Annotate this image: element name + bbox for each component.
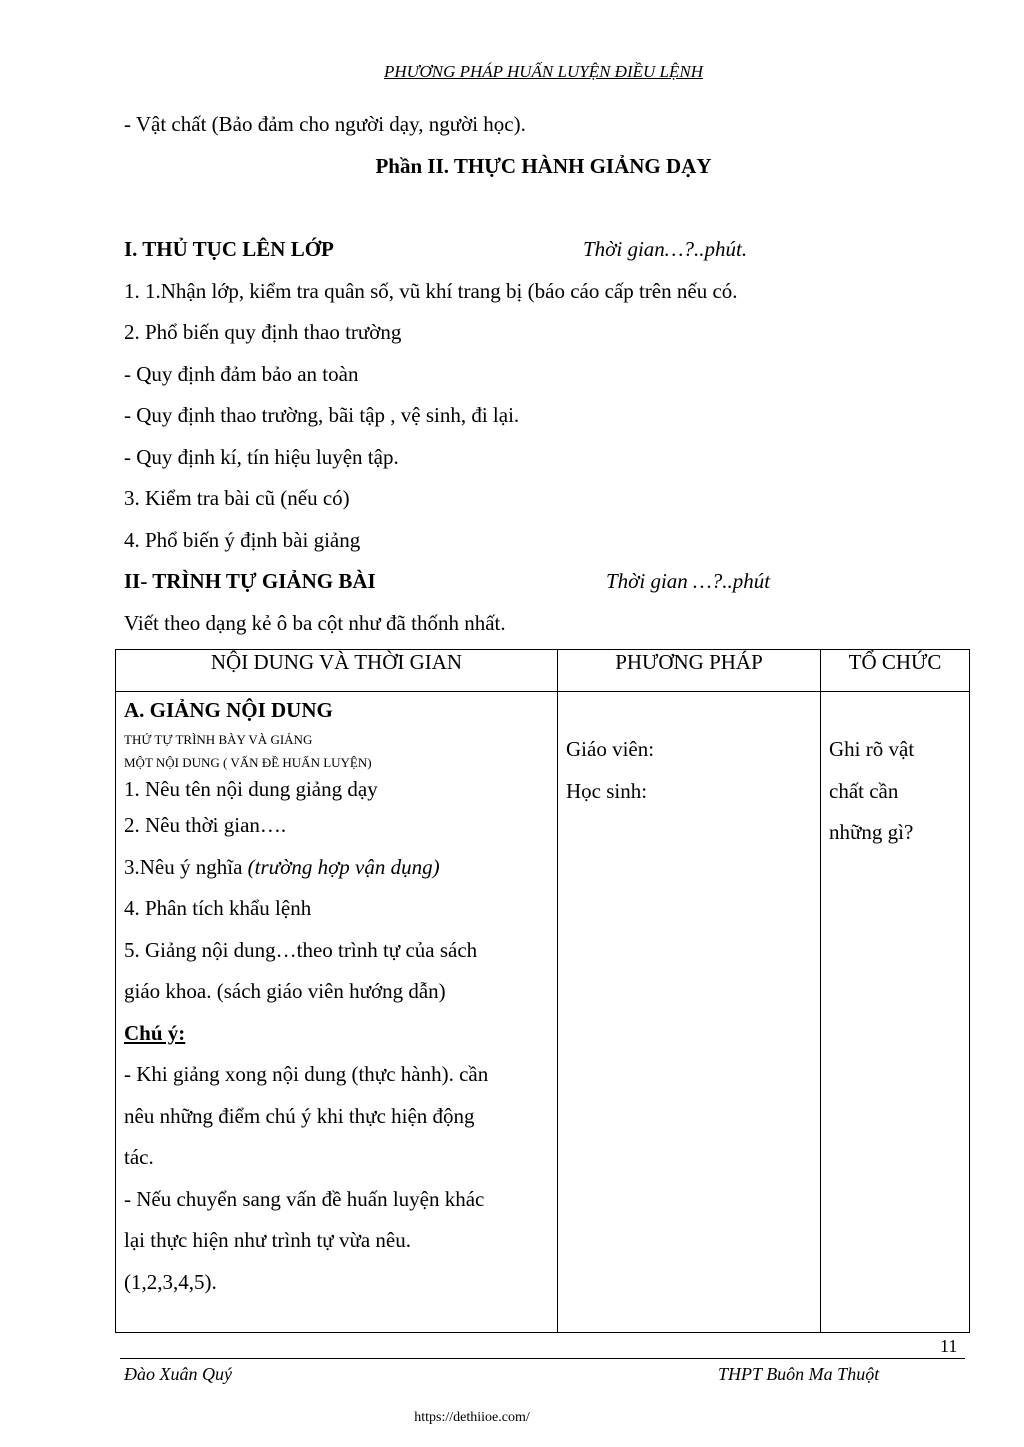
content-line <box>124 847 549 889</box>
content-line: 5. Giảng nội dung…theo trình tự của sách <box>124 937 478 962</box>
note-line: lại thực hiện như trình tự vừa nêu. <box>124 1228 411 1252</box>
content-line: 2. Nêu thời gian…. <box>124 813 287 837</box>
content-subheading: THỨ TỰ TRÌNH BÀY VÀ GIẢNG <box>124 732 313 747</box>
section1-item: - Quy định kí, tín hiệu luyện tập. <box>124 445 399 469</box>
section2-title: II- TRÌNH TỰ GIẢNG BÀI <box>124 569 376 593</box>
footer-author: Đào Xuân Quý <box>124 1364 232 1384</box>
note-title-text: Chú ý: <box>124 1020 186 1045</box>
lesson-plan-table <box>115 649 970 1333</box>
column-header-method: PHƯƠNG PHÁP <box>558 650 821 692</box>
section1-item: 2. Phổ biến quy định thao trường <box>124 320 402 344</box>
content-line: giáo khoa. (sách giáo viên hướng dẫn) <box>124 979 446 1003</box>
intro-line: - Vật chất (Bảo đảm cho người dạy, người học). <box>124 112 526 136</box>
content-subheading: MỘT NỘI DUNG ( VẤN ĐỀ HUẤN LUYỆN) <box>124 755 372 770</box>
section1-time: Thời gian…?..phút. <box>583 237 748 261</box>
section1-item: - Quy định đảm bảo an toàn <box>124 362 359 386</box>
column-header-content: NỘI DUNG VÀ THỜI GIAN <box>116 650 558 692</box>
part-title: Phần II. THỰC HÀNH GIẢNG DẠY <box>375 154 712 178</box>
section1-item: 4. Phổ biến ý định bài giảng <box>124 528 361 552</box>
section2-time: Thời gian …?..phút <box>606 569 771 593</box>
table-body-row <box>116 692 970 1333</box>
section1-title: I. THỦ TỤC LÊN LỚP <box>124 237 334 261</box>
section1-item: 1. 1.Nhận lớp, kiểm tra quân số, vũ khí trang bị (báo cáo cấp trên nếu có. <box>124 279 738 303</box>
organization-cell <box>821 692 970 1333</box>
section1-item: 3. Kiểm tra bài cũ (nếu có) <box>124 486 350 510</box>
footer-divider <box>120 1358 965 1359</box>
footer-school: THPT Buôn Ma Thuột <box>718 1364 880 1384</box>
running-header: PHƯƠNG PHÁP HUẤN LUYỆN ĐIỀU LỆNH <box>384 62 703 81</box>
note-line: - Khi giảng xong nội dung (thực hành). cần <box>124 1062 489 1086</box>
content-cell <box>116 692 558 1333</box>
method-cell <box>558 692 821 1333</box>
note-line: (1,2,3,4,5). <box>124 1269 217 1294</box>
content-line: 1. Nêu tên nội dung giảng dạy <box>124 777 378 801</box>
table-header-row <box>116 650 970 692</box>
note-title <box>124 1013 549 1055</box>
method-line: Giáo viên: <box>566 737 655 761</box>
content-line: 4. Phân tích khẩu lệnh <box>124 896 312 920</box>
method-line: Học sinh: <box>566 778 648 803</box>
section1-item: - Quy định thao trường, bãi tập , vệ sinh, đi lại. <box>124 403 520 427</box>
footer-url: https://dethiioe.com/ <box>414 1410 530 1425</box>
content-line-italic: (trường hợp vận dụng) <box>247 854 440 879</box>
page-number: 11 <box>940 1336 958 1356</box>
section2-note: Viết theo dạng kẻ ô ba cột như đã thốnh nhất. <box>124 611 506 635</box>
note-line: nêu những điểm chú ý khi thực hiện động <box>124 1103 475 1128</box>
organization-line: những gì? <box>829 820 914 844</box>
note-line: - Nếu chuyển sang vấn đề huấn luyện khác <box>124 1186 485 1211</box>
column-header-organization: TỔ CHỨC <box>821 650 970 692</box>
content-line-text: 3.Nêu ý nghĩa <box>124 854 248 879</box>
organization-line: Ghi rõ vật <box>829 737 915 761</box>
organization-line: chất cần <box>829 778 899 803</box>
note-line: tác. <box>124 1145 154 1169</box>
content-heading: A. GIẢNG NỘI DUNG <box>124 698 333 722</box>
